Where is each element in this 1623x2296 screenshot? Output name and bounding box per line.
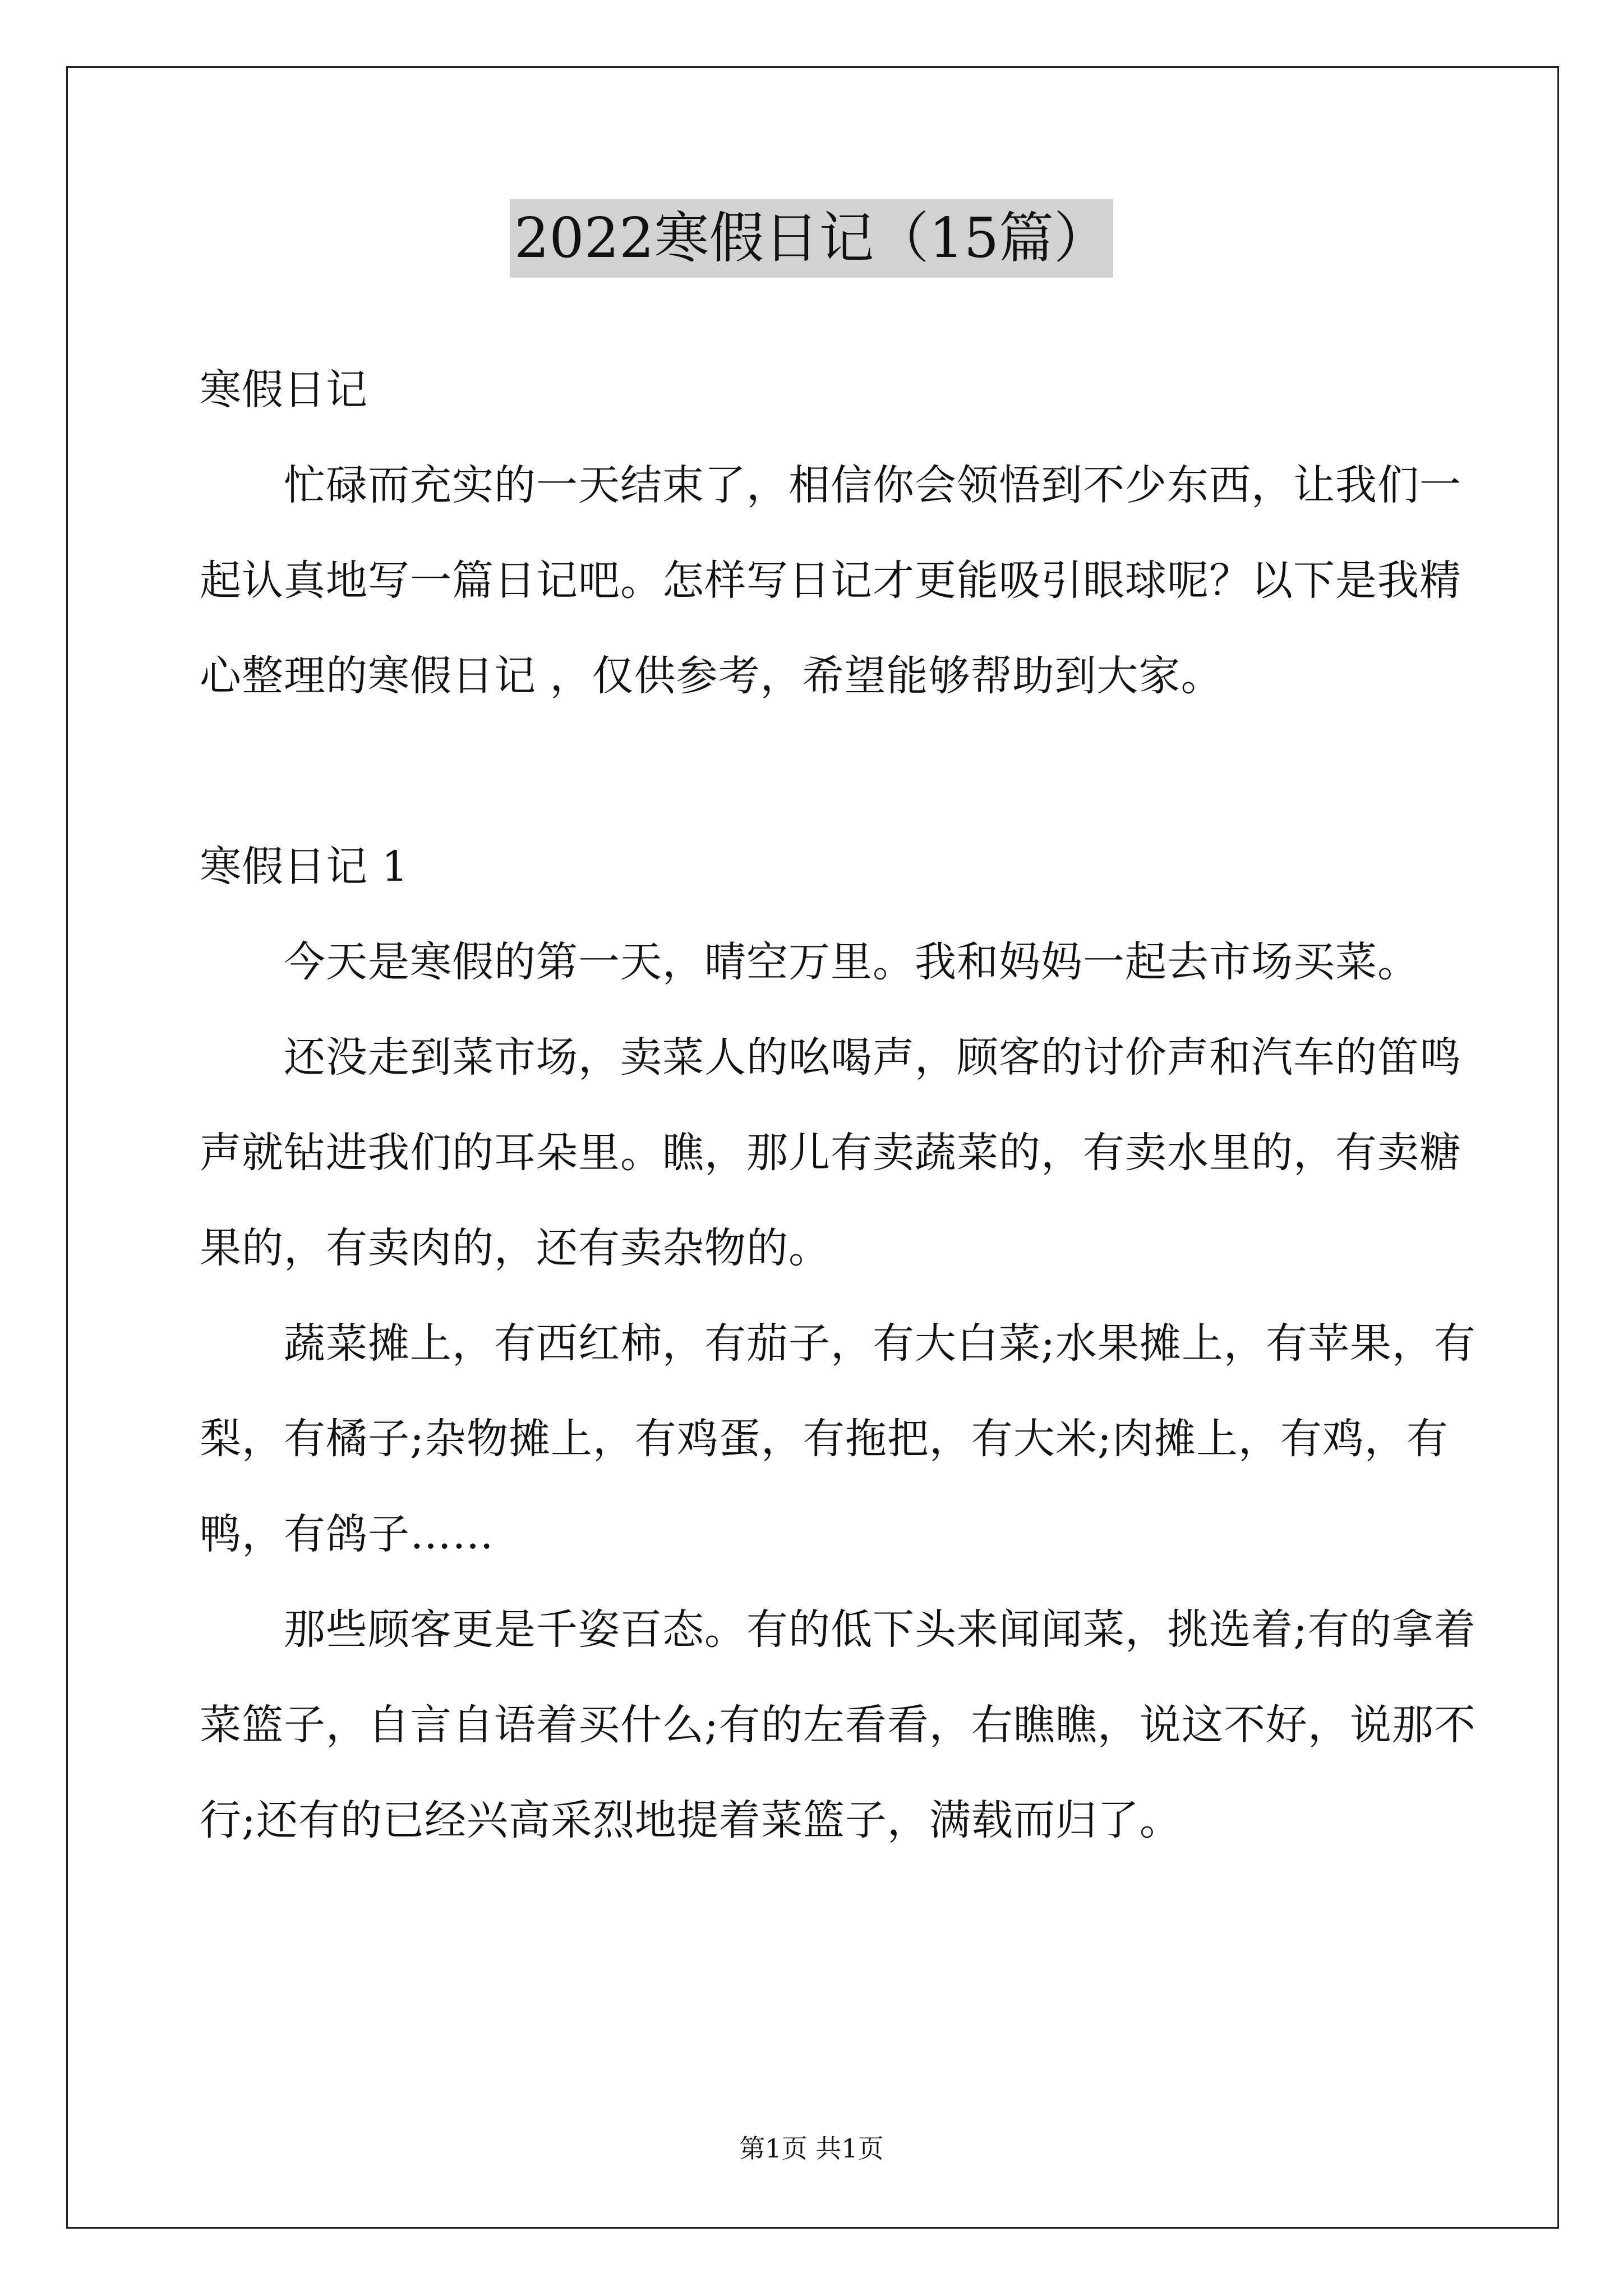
page-footer: 第1页 共1页	[739, 2133, 884, 2164]
diary1-p2-line-1: 还没走到菜市场，卖菜人的吆喝声，顾客的讨价声和汽车的笛鸣	[284, 1033, 1461, 1082]
section-spacer	[200, 724, 1428, 819]
diary1-p2-line-2: 声就钻进我们的耳朵里。瞧，那儿有卖蔬菜的，有卖水里的，有卖糖	[200, 1129, 1461, 1177]
diary1-p4-line-3: 行;还有的已经兴高采烈地提着菜篮子，满载而归了。	[200, 1796, 1182, 1844]
document-title: 2022寒假日记（15篇）	[510, 199, 1113, 278]
intro-line-2: 起认真地写一篇日记吧。怎样写日记才更能吸引眼球呢？以下是我精	[200, 556, 1461, 605]
diary1-heading: 寒假日记 1	[200, 843, 409, 891]
intro-heading: 寒假日记	[200, 366, 368, 414]
intro-line-3: 心整理的寒假日记 ，仅供参考，希望能够帮助到大家。	[200, 652, 1223, 700]
diary1-p1-line-1: 今天是寒假的第一天，晴空万里。我和妈妈一起去市场买菜。	[284, 938, 1419, 986]
diary1-p4-line-1: 那些顾客更是千姿百态。有的低下头来闻闻菜，挑选着;有的拿着	[284, 1605, 1476, 1654]
diary1-p3-line-2: 梨，有橘子;杂物摊上，有鸡蛋，有拖把，有大米;肉摊上，有鸡，有	[200, 1415, 1449, 1463]
title-container	[0, 199, 1623, 278]
intro-line-1: 忙碌而充实的一天结束了，相信你会领悟到不少东西，让我们一	[284, 461, 1461, 509]
diary1-p4-line-2: 菜篮子，自言自语着买什么;有的左看看，右瞧瞧，说这不好，说那不	[200, 1701, 1476, 1749]
diary1-p3-line-3: 鸭，有鸽子……	[200, 1510, 494, 1558]
diary1-p3-line-1: 蔬菜摊上，有西红柿，有茄子，有大白菜;水果摊上，有苹果，有	[284, 1319, 1476, 1368]
diary1-p2-line-3: 果的，有卖肉的，还有卖杂物的。	[200, 1224, 831, 1272]
document-body	[200, 342, 1476, 1868]
